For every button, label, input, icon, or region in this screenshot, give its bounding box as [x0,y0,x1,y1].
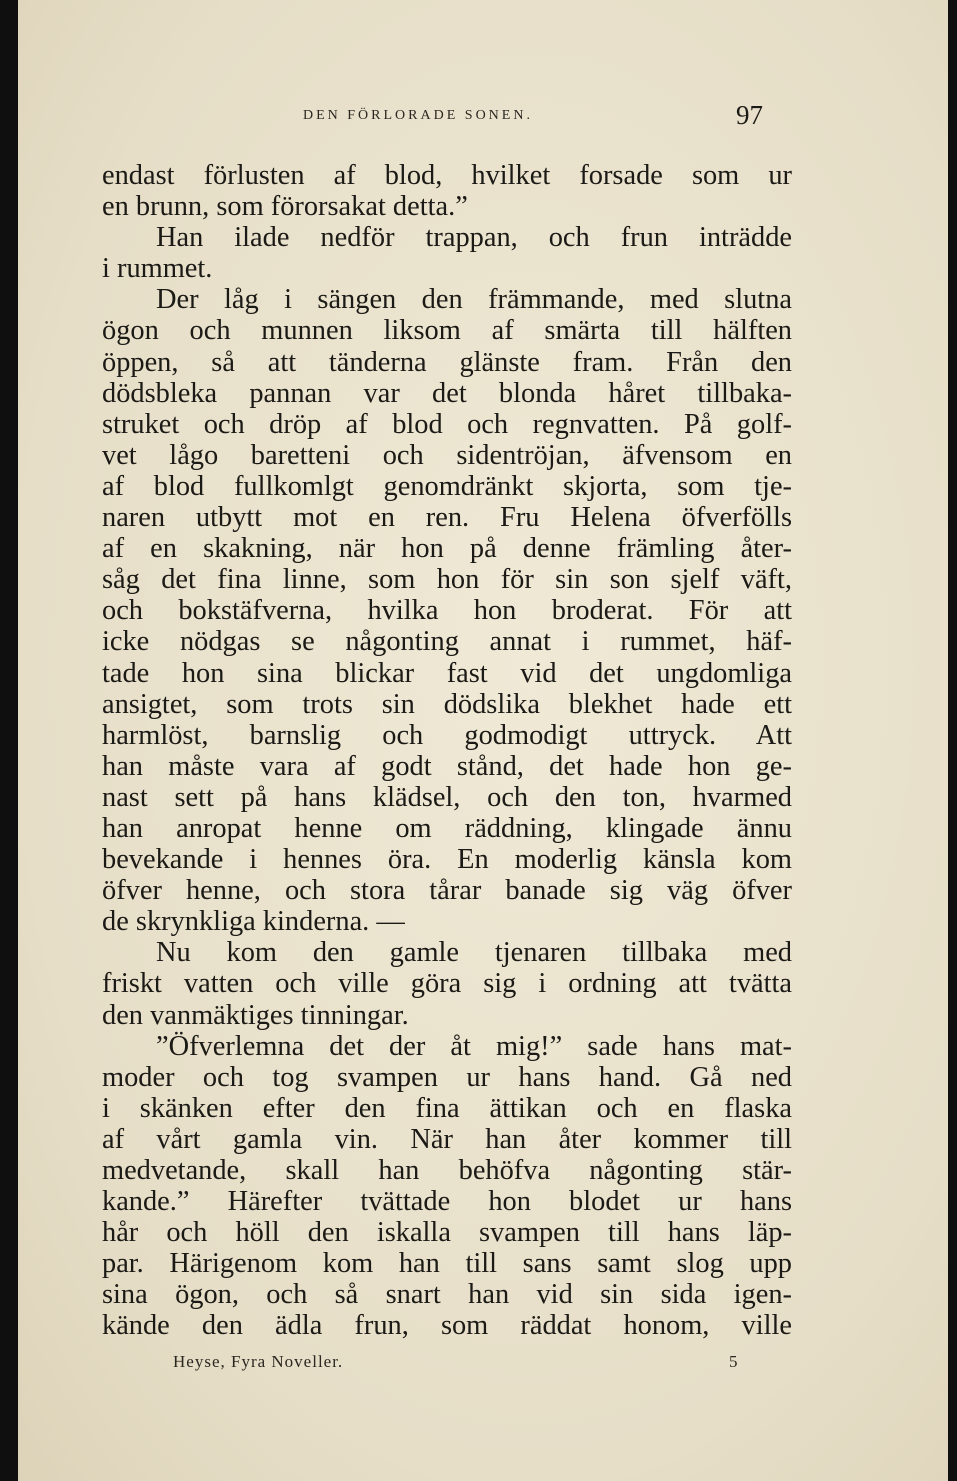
text-line: af en skakning, när hon på denne främling åter- [102,533,792,565]
text-line: af vårt gamla vin. När han åter kommer till [102,1123,792,1155]
text-line: öppen, så att tänderna glänste fram. Från den [102,346,792,378]
text-line: nast sett på hans klädsel, och den ton, hvarmed [102,781,792,813]
text-line: kande.” Härefter tvättade hon blodet ur hans [102,1186,792,1218]
signature-mark: 5 [729,1352,738,1371]
page-number: 97 [736,100,763,130]
running-head [18,100,948,140]
text-line: bevekande i hennes öra. En moderlig känsla kom [102,844,792,876]
text-line: ögon och munnen liksom af smärta till hälften [102,315,792,347]
text-line: de skrynkliga kinderna. — [102,906,405,938]
text-line: öfver henne, och stora tårar banade sig väg öfver [102,875,792,907]
text-line: struket och dröp af blod och regnvatten. På golf- [102,408,792,440]
text-line: moder och tog svampen ur hans hand. Gå ned [102,1061,792,1093]
text-line: ”Öfverlemna det der åt mig!” sade hans mat- [156,1030,792,1062]
text-line: tade hon sina blickar fast vid det ungdomliga [102,657,792,689]
text-line: han måste vara af godt stånd, det hade hon ge- [102,750,792,782]
text-line: endast förlusten af blod, hvilket forsade som ur [102,160,792,191]
text-line: i rummet. [102,253,213,285]
text-line: naren utbytt mot en ren. Fru Helena öfverfölls [102,502,792,534]
text-line: och bokstäfverna, hvilka hon broderat. För att [102,595,792,627]
book-page [18,0,948,1481]
text-line: vet lågo baretteni och sidentröjan, äfvensom en [102,439,792,471]
body-text [102,160,792,1342]
text-line: Nu kom den gamle tjenaren tillbaka med [156,937,792,969]
text-line: icke nödgas se någonting annat i rummet, häf- [102,626,792,658]
text-line: ansigtet, som trots sin dödslika blekhet hade ett [102,688,792,720]
printer-signature: Heyse, Fyra Noveller. [173,1352,344,1371]
text-line: Han ilade nedför trappan, och frun inträdde [156,222,792,254]
text-line: sina ögon, och så snart han vid sin sida igen- [102,1279,792,1311]
running-title: DEN FÖRLORADE SONEN. [303,108,533,123]
text-line: han anropat henne om räddning, klingade ännu [102,812,792,844]
text-line: i skänken efter den fina ättikan och en flaska [102,1092,792,1124]
text-line: af blod fullkomlgt genomdränkt skjorta, som tje- [102,470,792,502]
text-line: såg det fina linne, som hon för sin son sjelf väft, [102,564,792,596]
text-line: en brunn, som förorsakat detta.” [102,191,468,223]
text-line: hår och höll den iskalla svampen till hans läp- [102,1217,792,1249]
page-footer [18,1352,948,1382]
text-line: friskt vatten och ville göra sig i ordning att tvätta [102,968,792,1000]
text-line: Der låg i sängen den främmande, med slutna [156,284,792,316]
text-line: kände den ädla frun, som räddat honom, ville [102,1310,792,1342]
text-line: par. Härigenom kom han till sans samt slog upp [102,1248,792,1280]
text-line: dödsbleka pannan var det blonda håret tillbaka- [102,377,792,409]
text-line: medvetande, skall han behöfva någonting stär- [102,1155,792,1186]
text-line: harmlöst, barnslig och godmodigt uttryck. Att [102,719,792,751]
text-line: den vanmäktiges tinningar. [102,999,409,1031]
